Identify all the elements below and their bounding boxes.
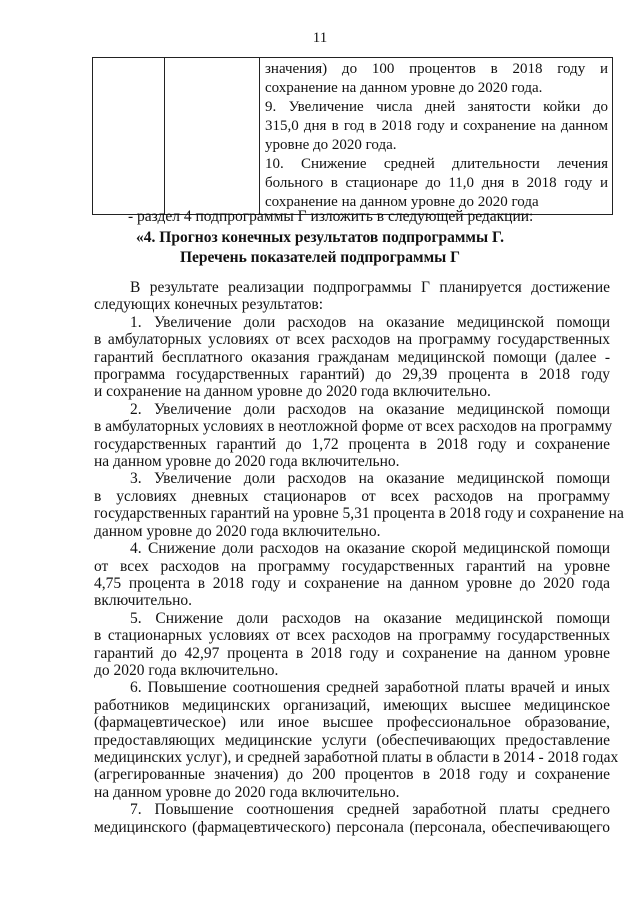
- table-cell-line: значения) до 100 процентов в 2018 году и: [265, 61, 608, 77]
- paragraph-line: В результате реализации подпрограммы Г планируется достижение: [130, 279, 610, 296]
- paragraph-line: 3. Увеличение доли расходов на оказание медицинской помощи: [130, 470, 610, 488]
- table-cell-line: больного в стационаре до 11,0 дня в 2018 году и: [265, 175, 608, 191]
- paragraph-line: на данном уровне до 2020 года включительно.: [94, 453, 400, 471]
- paragraph-line: 2. Увеличение доли расходов на оказание медицинской помощи: [130, 400, 610, 418]
- body-text: [94, 279, 624, 836]
- paragraph-line: (фармацевтическое) или иное высшее профессиональное образование,: [94, 714, 610, 732]
- paragraph: [94, 470, 624, 540]
- paragraph: [94, 610, 610, 680]
- paragraph-line: 4. Снижение доли расходов на оказание скорой медицинской помощи: [130, 540, 610, 558]
- paragraph-line: медицинских услуг), и средней заработной платы в области в 2014 - 2018 годах: [94, 748, 619, 766]
- table-cell-empty-1: [93, 58, 165, 215]
- paragraph-line: в условиях дневных стационаров от всех расходов на программу: [94, 487, 610, 505]
- table-cell-empty-2: [165, 58, 260, 215]
- table-cell-text: [260, 58, 613, 215]
- paragraph-line: на данном уровне до 2020 года включительно.: [94, 783, 400, 801]
- section-heading: [0, 228, 640, 268]
- paragraph-line: в амбулаторных условиях от всех расходов на программу государственных: [94, 331, 610, 349]
- paragraph: [94, 400, 613, 471]
- table-cell-line: 315,0 дня в год в 2018 году и сохранение на данном: [265, 118, 608, 134]
- paragraph-line: государственных гарантий на уровне 5,31 процента в 2018 году и сохранение на: [94, 505, 624, 523]
- paragraph-line: 4,75 процента в 2018 году и сохранение на данном уровне до 2020 года: [94, 574, 610, 592]
- paragraph-line: 5. Снижение доли расходов на оказание медицинской помощи: [130, 609, 610, 627]
- table-cell-line: сохранение на данном уровне до 2020 года.: [265, 80, 543, 96]
- paragraph-line: работников медицинских организаций, имеющих высшее медицинское: [94, 696, 610, 714]
- amendment-instruction: - раздел 4 подпрограммы Г изложить в следующей редакции:: [128, 208, 534, 225]
- section-heading-line-1: «4. Прогноз конечных результатов подпрограммы Г.: [136, 229, 504, 246]
- paragraph: [94, 540, 610, 610]
- paragraph: [94, 279, 610, 314]
- paragraph-line: предоставляющих медицинские услуги (обеспечивающих предоставление: [94, 731, 610, 749]
- page-number: 11: [312, 30, 328, 46]
- paragraph-line: государственных гарантий до 1,72 процента в 2018 году и сохранение: [94, 435, 610, 453]
- table-cell-line: уровне до 2020 года.: [265, 137, 397, 153]
- paragraph-line: следующих конечных результатов:: [94, 296, 324, 314]
- paragraph-line: медицинского (фармацевтического) персонала (персонала, обеспечивающего: [94, 818, 610, 836]
- paragraph-line: в амбулаторных условиях в неотложной форме от всех расходов на программу: [94, 418, 613, 436]
- paragraph-line: гарантий бесплатного оказания гражданам медицинской помощи (далее -: [94, 348, 610, 366]
- paragraph-line: от всех расходов на программу государственных гарантий на уровне: [94, 557, 610, 575]
- paragraph-line: 7. Повышение соотношения средней заработной платы среднего: [130, 801, 610, 819]
- paragraph: [94, 314, 610, 401]
- paragraph-line: (агрегированные значения) до 200 процентов в 2018 году и сохранение: [94, 766, 610, 784]
- paragraph: [94, 679, 619, 801]
- paragraph-line: в стационарных условиях от всех расходов на программу государственных: [94, 627, 610, 645]
- paragraph: [94, 801, 610, 836]
- table-cell-line: сохранение на данном уровне до 2020 года: [265, 194, 539, 210]
- paragraph-line: гарантий до 42,97 процента в 2018 году и сохранение на данном уровне: [94, 644, 610, 662]
- paragraph-line: и сохранение на данном уровне до 2020 года включительно.: [94, 383, 491, 401]
- table-row: [93, 58, 613, 215]
- paragraph-line: до 2020 года включительно.: [94, 661, 279, 679]
- table-cell-line: 10. Снижение средней длительности лечения: [265, 156, 608, 172]
- paragraph-line: включительно.: [94, 592, 193, 610]
- table-cell-line: 9. Увеличение числа дней занятости койки до: [265, 99, 608, 115]
- paragraph-line: 1. Увеличение доли расходов на оказание медицинской помощи: [130, 313, 610, 331]
- section-heading-line-2: Перечень показателей подпрограммы Г: [180, 249, 460, 266]
- paragraph-line: данном уровне до 2020 года включительно.: [94, 522, 381, 540]
- paragraph-line: программа государственных гарантий) до 29,39 процента в 2018 году: [94, 366, 610, 384]
- paragraph-line: 6. Повышение соотношения средней заработной платы врачей и иных: [130, 679, 610, 697]
- table-fragment: [92, 57, 613, 215]
